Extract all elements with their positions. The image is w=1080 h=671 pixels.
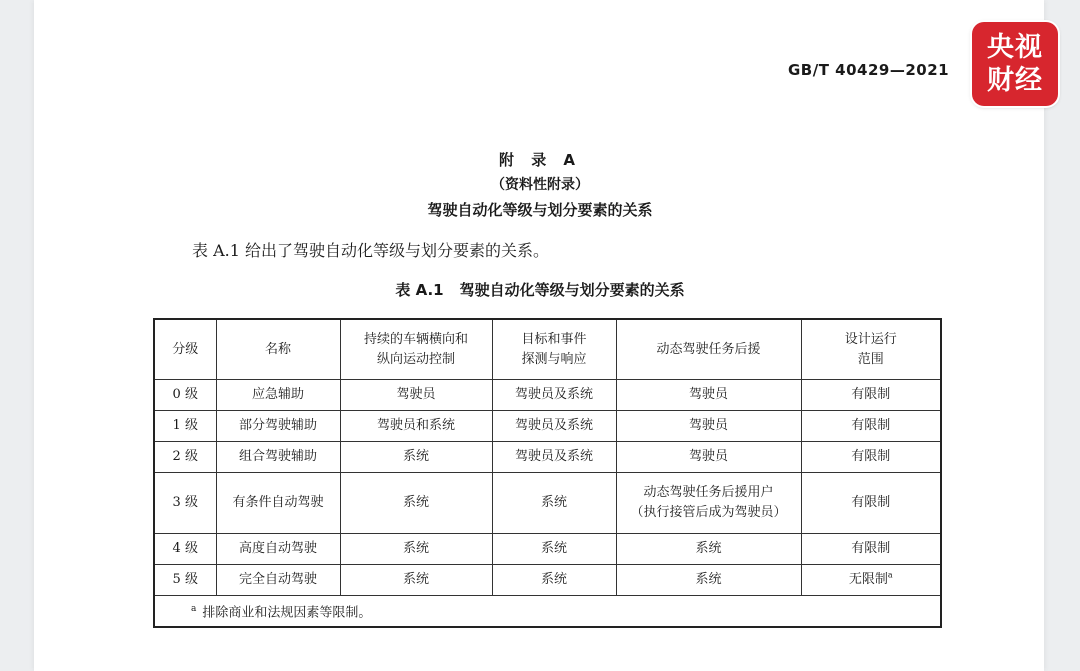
annex-type: （资料性附录） bbox=[491, 177, 589, 193]
table-footnote-row bbox=[154, 596, 941, 628]
annex-title: 附 录 A bbox=[498, 151, 582, 169]
cell-fallback: 驾驶员 bbox=[616, 380, 801, 411]
table-row bbox=[154, 565, 941, 596]
cell-odd: 有限制 bbox=[801, 534, 941, 565]
cell-name: 有条件自动驾驶 bbox=[216, 473, 340, 534]
header-name: 名称 bbox=[216, 319, 340, 380]
table-row bbox=[154, 534, 941, 565]
cell-control: 系统 bbox=[340, 565, 492, 596]
table-footnote bbox=[154, 596, 941, 628]
standard-code: GB/T 40429—2021 bbox=[788, 61, 950, 79]
cell-fallback: 驾驶员 bbox=[616, 411, 801, 442]
cell-detection: 驾驶员及系统 bbox=[492, 380, 616, 411]
cell-level: 3 级 bbox=[154, 473, 216, 534]
logo-line-1: 央视 bbox=[987, 32, 1043, 63]
cell-name: 部分驾驶辅助 bbox=[216, 411, 340, 442]
automation-levels-table bbox=[153, 318, 942, 628]
cell-detection: 系统 bbox=[492, 534, 616, 565]
cell-odd: 有限制 bbox=[801, 442, 941, 473]
cell-name: 完全自动驾驶 bbox=[216, 565, 340, 596]
cell-odd: 有限制 bbox=[801, 473, 941, 534]
cell-detection: 驾驶员及系统 bbox=[492, 411, 616, 442]
cell-level: 0 级 bbox=[154, 380, 216, 411]
cell-detection: 系统 bbox=[492, 565, 616, 596]
annex-name: 驾驶自动化等级与划分要素的关系 bbox=[427, 201, 653, 219]
cell-odd: 无限制$^a$ bbox=[801, 565, 941, 596]
cell-control: 系统 bbox=[340, 442, 492, 473]
header-detection: 目标和事件 探测与响应 bbox=[492, 319, 616, 380]
cell-control: 系统 bbox=[340, 534, 492, 565]
cell-fallback: 动态驾驶任务后援用户 （执行接管后成为驾驶员） bbox=[616, 473, 801, 534]
header-level: 分级 bbox=[154, 319, 216, 380]
footnote-ref: a bbox=[887, 570, 893, 580]
header-fallback: 动态驾驶任务后援 bbox=[616, 319, 801, 380]
cell-fallback: 驾驶员 bbox=[616, 442, 801, 473]
table-header-row bbox=[154, 319, 941, 380]
cell-name: 应急辅助 bbox=[216, 380, 340, 411]
header-control: 持续的车辆横向和 纵向运动控制 bbox=[340, 319, 492, 380]
cell-odd: 有限制 bbox=[801, 411, 941, 442]
cell-odd: 有限制 bbox=[801, 380, 941, 411]
cell-level: 2 级 bbox=[154, 442, 216, 473]
table-caption bbox=[0, 279, 1080, 300]
cell-fallback: 系统 bbox=[616, 534, 801, 565]
cell-name: 高度自动驾驶 bbox=[216, 534, 340, 565]
cell-level: 5 级 bbox=[154, 565, 216, 596]
table-title: 驾驶自动化等级与划分要素的关系 bbox=[459, 281, 685, 299]
header-odd: 设计运行 范围 bbox=[801, 319, 941, 380]
cell-detection: 驾驶员及系统 bbox=[492, 442, 616, 473]
cell-level: 1 级 bbox=[154, 411, 216, 442]
table-number: 表 A.1 bbox=[395, 281, 444, 299]
cell-name: 组合驾驶辅助 bbox=[216, 442, 340, 473]
table-row bbox=[154, 411, 941, 442]
cctv-finance-logo-icon bbox=[972, 22, 1058, 106]
footnote-text: 排除商业和法规因素等限制。 bbox=[202, 605, 372, 621]
cell-control: 驾驶员 bbox=[340, 380, 492, 411]
table-row bbox=[154, 473, 941, 534]
cell-level: 4 级 bbox=[154, 534, 216, 565]
cell-fallback: 系统 bbox=[616, 565, 801, 596]
body-paragraph: 表 A.1 给出了驾驶自动化等级与划分要素的关系。 bbox=[192, 241, 549, 260]
table-row bbox=[154, 442, 941, 473]
logo-line-2: 财经 bbox=[987, 65, 1043, 96]
footnote-mark: a bbox=[191, 603, 197, 614]
cell-control: 系统 bbox=[340, 473, 492, 534]
cell-control: 驾驶员和系统 bbox=[340, 411, 492, 442]
table-row bbox=[154, 380, 941, 411]
cell-detection: 系统 bbox=[492, 473, 616, 534]
